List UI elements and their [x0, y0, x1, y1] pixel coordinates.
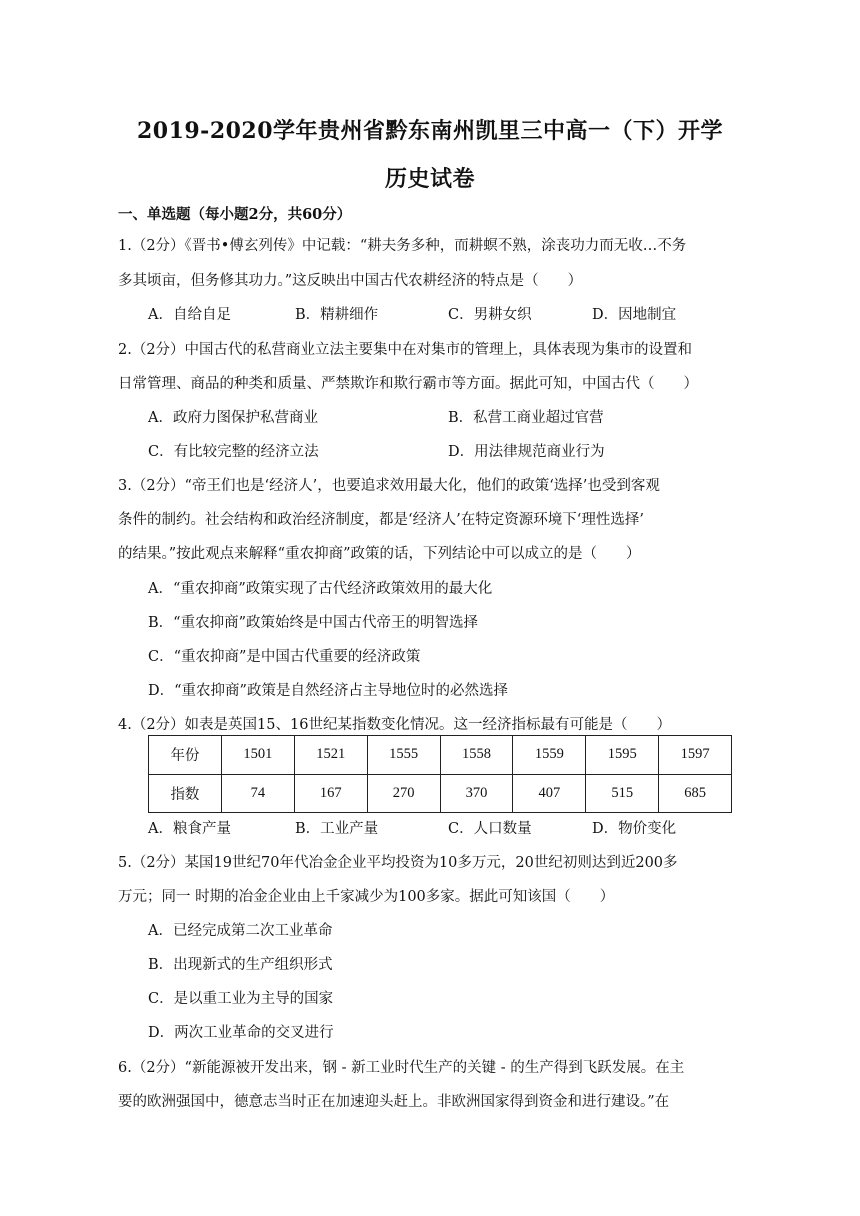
table-cell: 407 — [513, 774, 586, 813]
question-5-option-b: B．出现新式的生产组织形式 — [148, 957, 333, 973]
question-4-option-d: D．物价变化 — [592, 821, 677, 837]
question-4-option-b: B．工业产量 — [295, 821, 379, 837]
question-2-option-d: D．用法律规范商业行为 — [448, 444, 605, 460]
question-1-line-1: 1.（2分）《晋书•傅玄列传》中记载：“耕夫务多种，而耕螟不熟，涂丧功力而无收…不务 — [118, 238, 687, 254]
table-cell: 167 — [294, 774, 367, 813]
question-2-option-c: C．有比较完整的经济立法 — [148, 444, 319, 460]
question-5-option-a: A．已经完成第二次工业革命 — [148, 923, 333, 939]
question-1-option-a: A．自给自足 — [148, 307, 231, 323]
document-subtitle: 历史试卷 — [384, 166, 475, 192]
section-heading: 一、单选题（每小题2分，共60分） — [118, 206, 352, 223]
question-3-line-3: 的结果。”按此观点来解释“重农抑商”政策的话，下列结论中可以成立的是（ ） — [118, 546, 641, 562]
question-3-option-b: B．“重农抑商”政策始终是中国古代帝王的明智选择 — [148, 615, 478, 631]
question-2-line-2: 日常管理、商品的种类和质量、严禁欺诈和欺行霸市等方面。据此可知，中国古代（ ） — [118, 376, 698, 392]
table-cell: 1555 — [367, 736, 440, 775]
table-cell: 1595 — [586, 736, 659, 775]
question-5-line-2: 万元；同一 时期的冶金企业由上千家减少为100多家。据此可知该国（ ） — [118, 889, 615, 905]
table-cell: 1521 — [294, 736, 367, 775]
table-cell: 1501 — [221, 736, 294, 775]
table-cell: 74 — [221, 774, 294, 813]
table-cell: 685 — [659, 774, 732, 813]
table-cell: 1559 — [513, 736, 586, 775]
question-3-option-c: C．“重农抑商”是中国古代重要的经济政策 — [148, 649, 421, 665]
document-title: 2019-2020学年贵州省黔东南州凯里三中高一（下）开学 — [136, 118, 724, 144]
question-2-line-1: 2.（2分）中国古代的私营商业立法主要集中在对集市的管理上，具体表现为集市的设置和 — [118, 342, 693, 358]
index-table — [148, 735, 732, 813]
question-4-line-1: 4.（2分）如表是英国15、16世纪某指数变化情况。这一经济指标最有可能是（ ） — [118, 717, 671, 733]
question-1-line-2: 多其顷亩，但务修其功力。”这反映出中国古代农耕经济的特点是（ ） — [118, 273, 583, 289]
question-6-line-1: 6.（2分）“新能源被开发出来，钢 - 新工业时代生产的关键 - 的生产得到飞跃发展。在主 — [118, 1060, 685, 1076]
question-3-option-d: D．“重农抑商”政策是自然经济占主导地位时的必然选择 — [148, 683, 508, 699]
table-cell: 1558 — [440, 736, 513, 775]
table-row — [149, 774, 732, 813]
question-5-option-d: D．两次工业革命的交叉进行 — [148, 1025, 334, 1041]
question-5-option-c: C．是以重工业为主导的国家 — [148, 991, 334, 1007]
table-cell: 1597 — [659, 736, 732, 775]
question-1-option-b: B．精耕细作 — [295, 307, 379, 323]
question-5-line-1: 5.（2分）某国19世纪70年代冶金企业平均投资为10多万元，20世纪初则达到近200多 — [118, 855, 678, 871]
question-2-option-b: B．私营工商业超过官营 — [448, 410, 604, 426]
question-4-option-c: C．人口数量 — [448, 821, 532, 837]
table-cell: 370 — [440, 774, 513, 813]
question-4-option-a: A．粮食产量 — [148, 821, 231, 837]
question-6-line-2: 要的欧洲强国中，德意志当时正在加速迎头赶上。非欧洲国家得到资金和进行建设。”在 — [118, 1094, 670, 1110]
question-1-option-c: C．男耕女织 — [448, 307, 532, 323]
question-3-line-1: 3.（2分）“帝王们也是‘经济人’，也要追求效用最大化，他们的政策‘选择’也受到客观 — [118, 478, 660, 494]
question-3-option-a: A．“重农抑商”政策实现了古代经济政策效用的最大化 — [148, 581, 493, 597]
table-header-cell: 指数 — [149, 774, 222, 813]
question-3-line-2: 条件的制约。社会结构和政治经济制度，都是‘经济人’在特定资源环境下‘理性选择’ — [118, 512, 644, 528]
table-header-cell: 年份 — [149, 736, 222, 775]
question-1-option-d: D．因地制宜 — [592, 307, 677, 323]
question-2-option-a: A．政府力图保护私营商业 — [148, 410, 318, 426]
table-cell: 515 — [586, 774, 659, 813]
table-row — [149, 736, 732, 775]
table-cell: 270 — [367, 774, 440, 813]
